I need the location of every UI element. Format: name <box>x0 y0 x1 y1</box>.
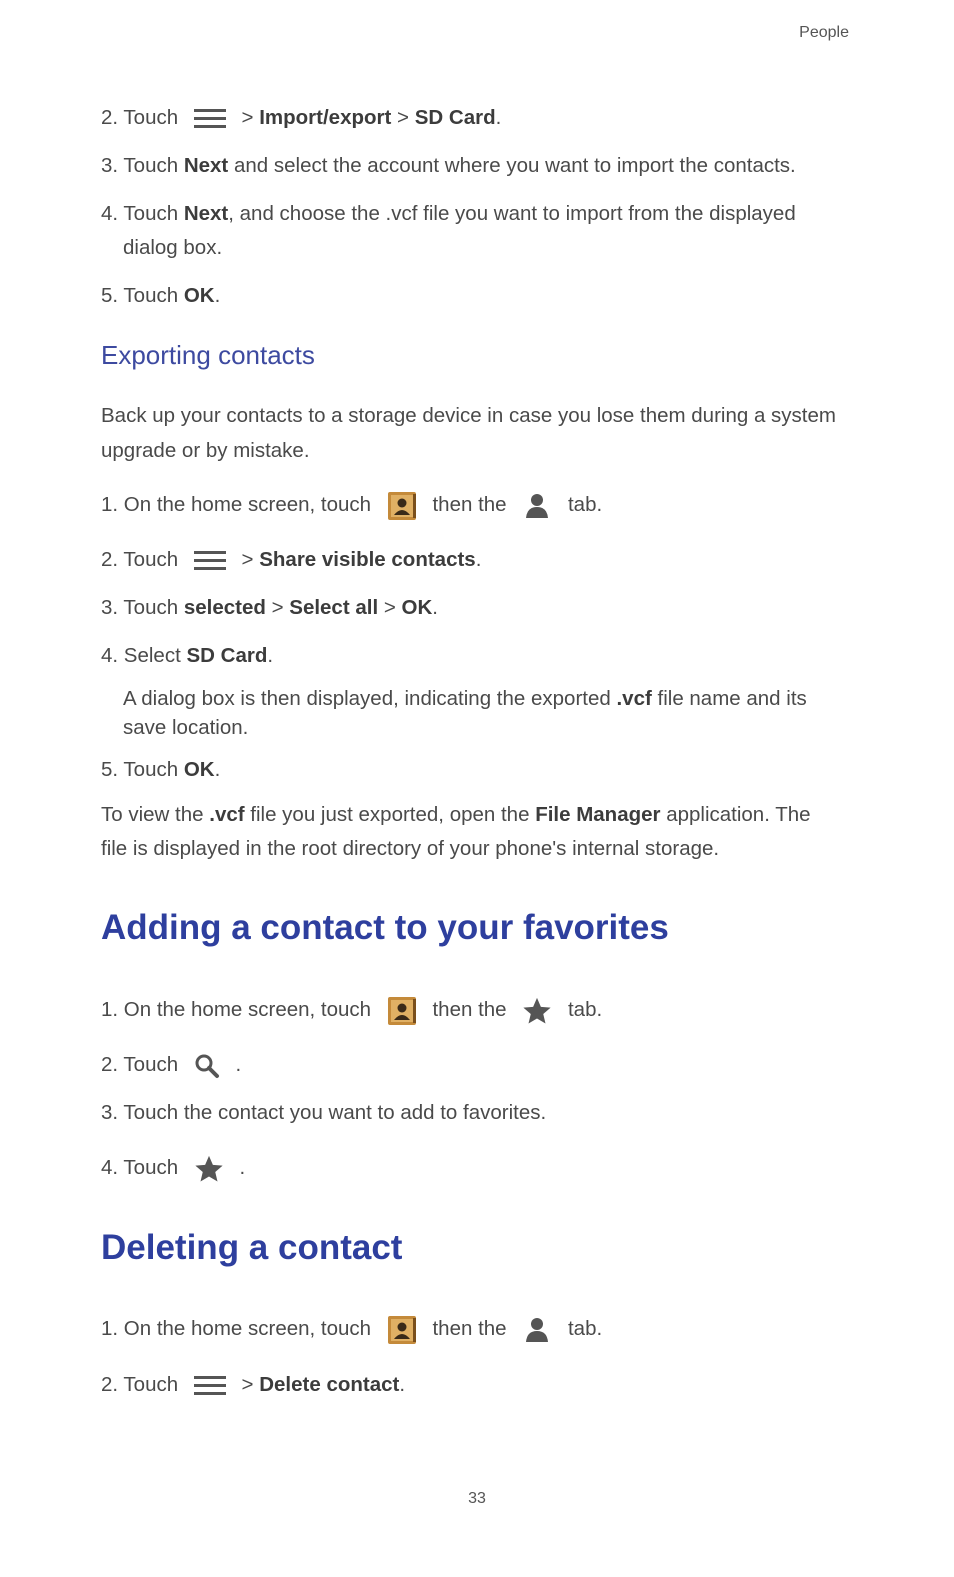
deleting-heading: Deleting a contact <box>101 1228 403 1267</box>
import-step-4: 4. Touch Next, and choose the .vcf file you want to import from the displayed <box>101 202 796 225</box>
export-step-3: 3. Touch selected > Select all > OK. <box>101 596 438 619</box>
favorites-heading: Adding a contact to your favorites <box>101 908 669 947</box>
favorites-step-4: 4. Touch . <box>101 1153 245 1184</box>
contacts-tab-person-icon <box>522 491 552 521</box>
header-section-title: People <box>799 24 849 41</box>
import-step-2: 2. Touch > Import/export > SD Card. <box>101 106 502 129</box>
star-icon <box>194 1154 224 1184</box>
export-note-line-2: save location. <box>123 716 249 739</box>
view-vcf-line-1: To view the .vcf file you just exported, open the File Manager application. The <box>101 803 811 826</box>
menu-icon <box>194 109 226 129</box>
menu-icon <box>194 1376 226 1396</box>
export-step-5: 5. Touch OK. <box>101 758 221 781</box>
import-step-5: 5. Touch OK. <box>101 284 221 307</box>
contacts-app-icon <box>387 491 417 521</box>
favorites-step-2: 2. Touch . <box>101 1050 241 1080</box>
import-step-4-continued: dialog box. <box>123 236 223 259</box>
page-number: 33 <box>468 1490 486 1507</box>
delete-step-2: 2. Touch > Delete contact. <box>101 1373 406 1396</box>
exporting-intro-line-1: Back up your contacts to a storage device in case you lose them during a system <box>101 404 836 427</box>
exporting-contacts-heading: Exporting contacts <box>101 340 315 370</box>
export-note-line-1: A dialog box is then displayed, indicating the exported .vcf file name and its <box>123 687 807 710</box>
favorites-step-1: 1. On the home screen, touch then the tab. <box>101 995 602 1026</box>
favorites-tab-star-icon <box>522 996 552 1026</box>
contacts-app-icon <box>387 996 417 1026</box>
view-vcf-line-2: file is displayed in the root directory of your phone's internal storage. <box>101 837 720 860</box>
import-step-3: 3. Touch Next and select the account where you want to import the contacts. <box>101 154 796 177</box>
menu-icon <box>194 551 226 571</box>
favorites-step-3: 3. Touch the contact you want to add to favorites. <box>101 1101 547 1124</box>
contacts-app-icon <box>387 1315 417 1345</box>
search-icon <box>194 1053 220 1079</box>
delete-step-1: 1. On the home screen, touch then the tab. <box>101 1314 602 1345</box>
export-step-4: 4. Select SD Card. <box>101 644 274 667</box>
contacts-tab-person-icon <box>522 1315 552 1345</box>
export-step-2: 2. Touch > Share visible contacts. <box>101 548 482 571</box>
export-step-1: 1. On the home screen, touch then the tab. <box>101 490 602 521</box>
exporting-intro-line-2: upgrade or by mistake. <box>101 439 310 462</box>
